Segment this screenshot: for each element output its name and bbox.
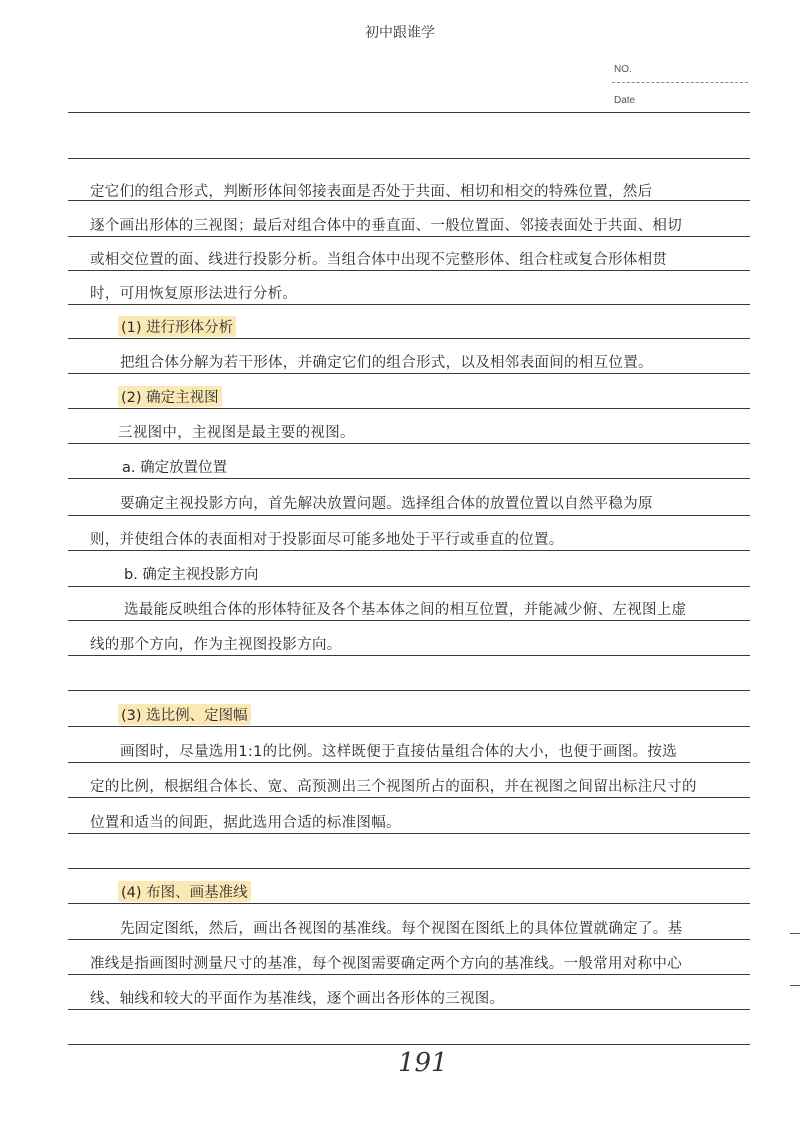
intro-line: 定它们的组合形式，判断形体间邻接表面是否处于共面、相切和相交的特殊位置，然后 [90, 184, 653, 200]
edge-mark [790, 933, 800, 934]
ruled-line [68, 373, 750, 374]
page-number: 191 [398, 1048, 448, 1078]
subsection-b-text: 线的那个方向，作为主视图投影方向。 [90, 637, 342, 653]
ruled-line [68, 868, 750, 869]
ruled-line [68, 515, 750, 516]
intro-line: 逐个画出形体的三视图；最后对组合体中的垂直面、一般位置面、邻接表面处于共面、相切 [90, 218, 682, 234]
ruled-line [68, 903, 750, 904]
no-label: NO. [614, 64, 632, 75]
ruled-line [68, 1044, 750, 1045]
section-heading-2: (2) 确定主视图 [118, 386, 222, 407]
ruled-line [68, 550, 750, 551]
section-4-text: 线、轴线和较大的平面作为基准线，逐个画出各形体的三视图。 [90, 991, 505, 1007]
section-heading-1: (1) 进行形体分析 [118, 316, 236, 337]
subsection-heading-a: a. 确定放置位置 [122, 460, 228, 476]
ruled-line [68, 939, 750, 940]
ruled-line [68, 270, 750, 271]
subsection-a-text: 要确定主视投影方向，首先解决放置问题。选择组合体的放置位置以自然平稳为原 [120, 496, 653, 512]
no-dotted-line [612, 82, 748, 83]
section-3-text: 画图时，尽量选用1:1的比例。这样既便于直接估量组合体的大小，也便于画图。按选 [120, 744, 678, 760]
section-3-text: 位置和适当的间距，据此选用合适的标准图幅。 [90, 815, 401, 831]
ruled-line [68, 586, 750, 587]
section-heading-3: (3) 选比例、定图幅 [118, 704, 251, 725]
ruled-line [68, 655, 750, 656]
ruled-line [68, 726, 750, 727]
section-3-text: 定的比例，根据组合体长、宽、高预测出三个视图所占的面积，并在视图之间留出标注尺寸的 [90, 779, 697, 795]
ruled-line [68, 338, 750, 339]
ruled-line [68, 797, 750, 798]
ruled-line [68, 690, 750, 691]
section-2-text: 三视图中，主视图是最主要的视图。 [118, 425, 355, 441]
section-1-text: 把组合体分解为若干形体，并确定它们的组合形式，以及相邻表面间的相互位置。 [120, 355, 653, 371]
ruled-line [68, 304, 750, 305]
subsection-b-text: 选最能反映组合体的形体特征及各个基本体之间的相互位置，并能减少俯、左视图上虚 [124, 602, 687, 618]
section-4-text: 先固定图纸，然后，画出各视图的基准线。每个视图在图纸上的具体位置就确定了。基 [120, 921, 683, 937]
ruled-line [68, 112, 750, 113]
ruled-line [68, 833, 750, 834]
intro-line: 时，可用恢复原形法进行分析。 [90, 286, 298, 302]
ruled-line [68, 443, 750, 444]
edge-mark [790, 985, 800, 986]
page-header-title: 初中跟谁学 [365, 25, 435, 41]
subsection-a-text: 则，并使组合体的表面相对于投影面尽可能多地处于平行或垂直的位置。 [90, 532, 564, 548]
section-4-text: 准线是指画图时测量尺寸的基准，每个视图需要确定两个方向的基准线。一般常用对称中心 [90, 956, 682, 972]
subsection-heading-b: b. 确定主视投影方向 [124, 567, 259, 583]
ruled-line [68, 762, 750, 763]
section-heading-4: (4) 布图、画基准线 [118, 881, 251, 902]
ruled-line [68, 974, 750, 975]
ruled-line [68, 236, 750, 237]
ruled-line [68, 620, 750, 621]
ruled-line [68, 408, 750, 409]
ruled-line [68, 1009, 750, 1010]
intro-line: 或相交位置的面、线进行投影分析。当组合体中出现不完整形体、组合柱或复合形体相贯 [90, 252, 668, 268]
ruled-line [68, 478, 750, 479]
ruled-line [68, 158, 750, 159]
date-label: Date [614, 95, 636, 106]
